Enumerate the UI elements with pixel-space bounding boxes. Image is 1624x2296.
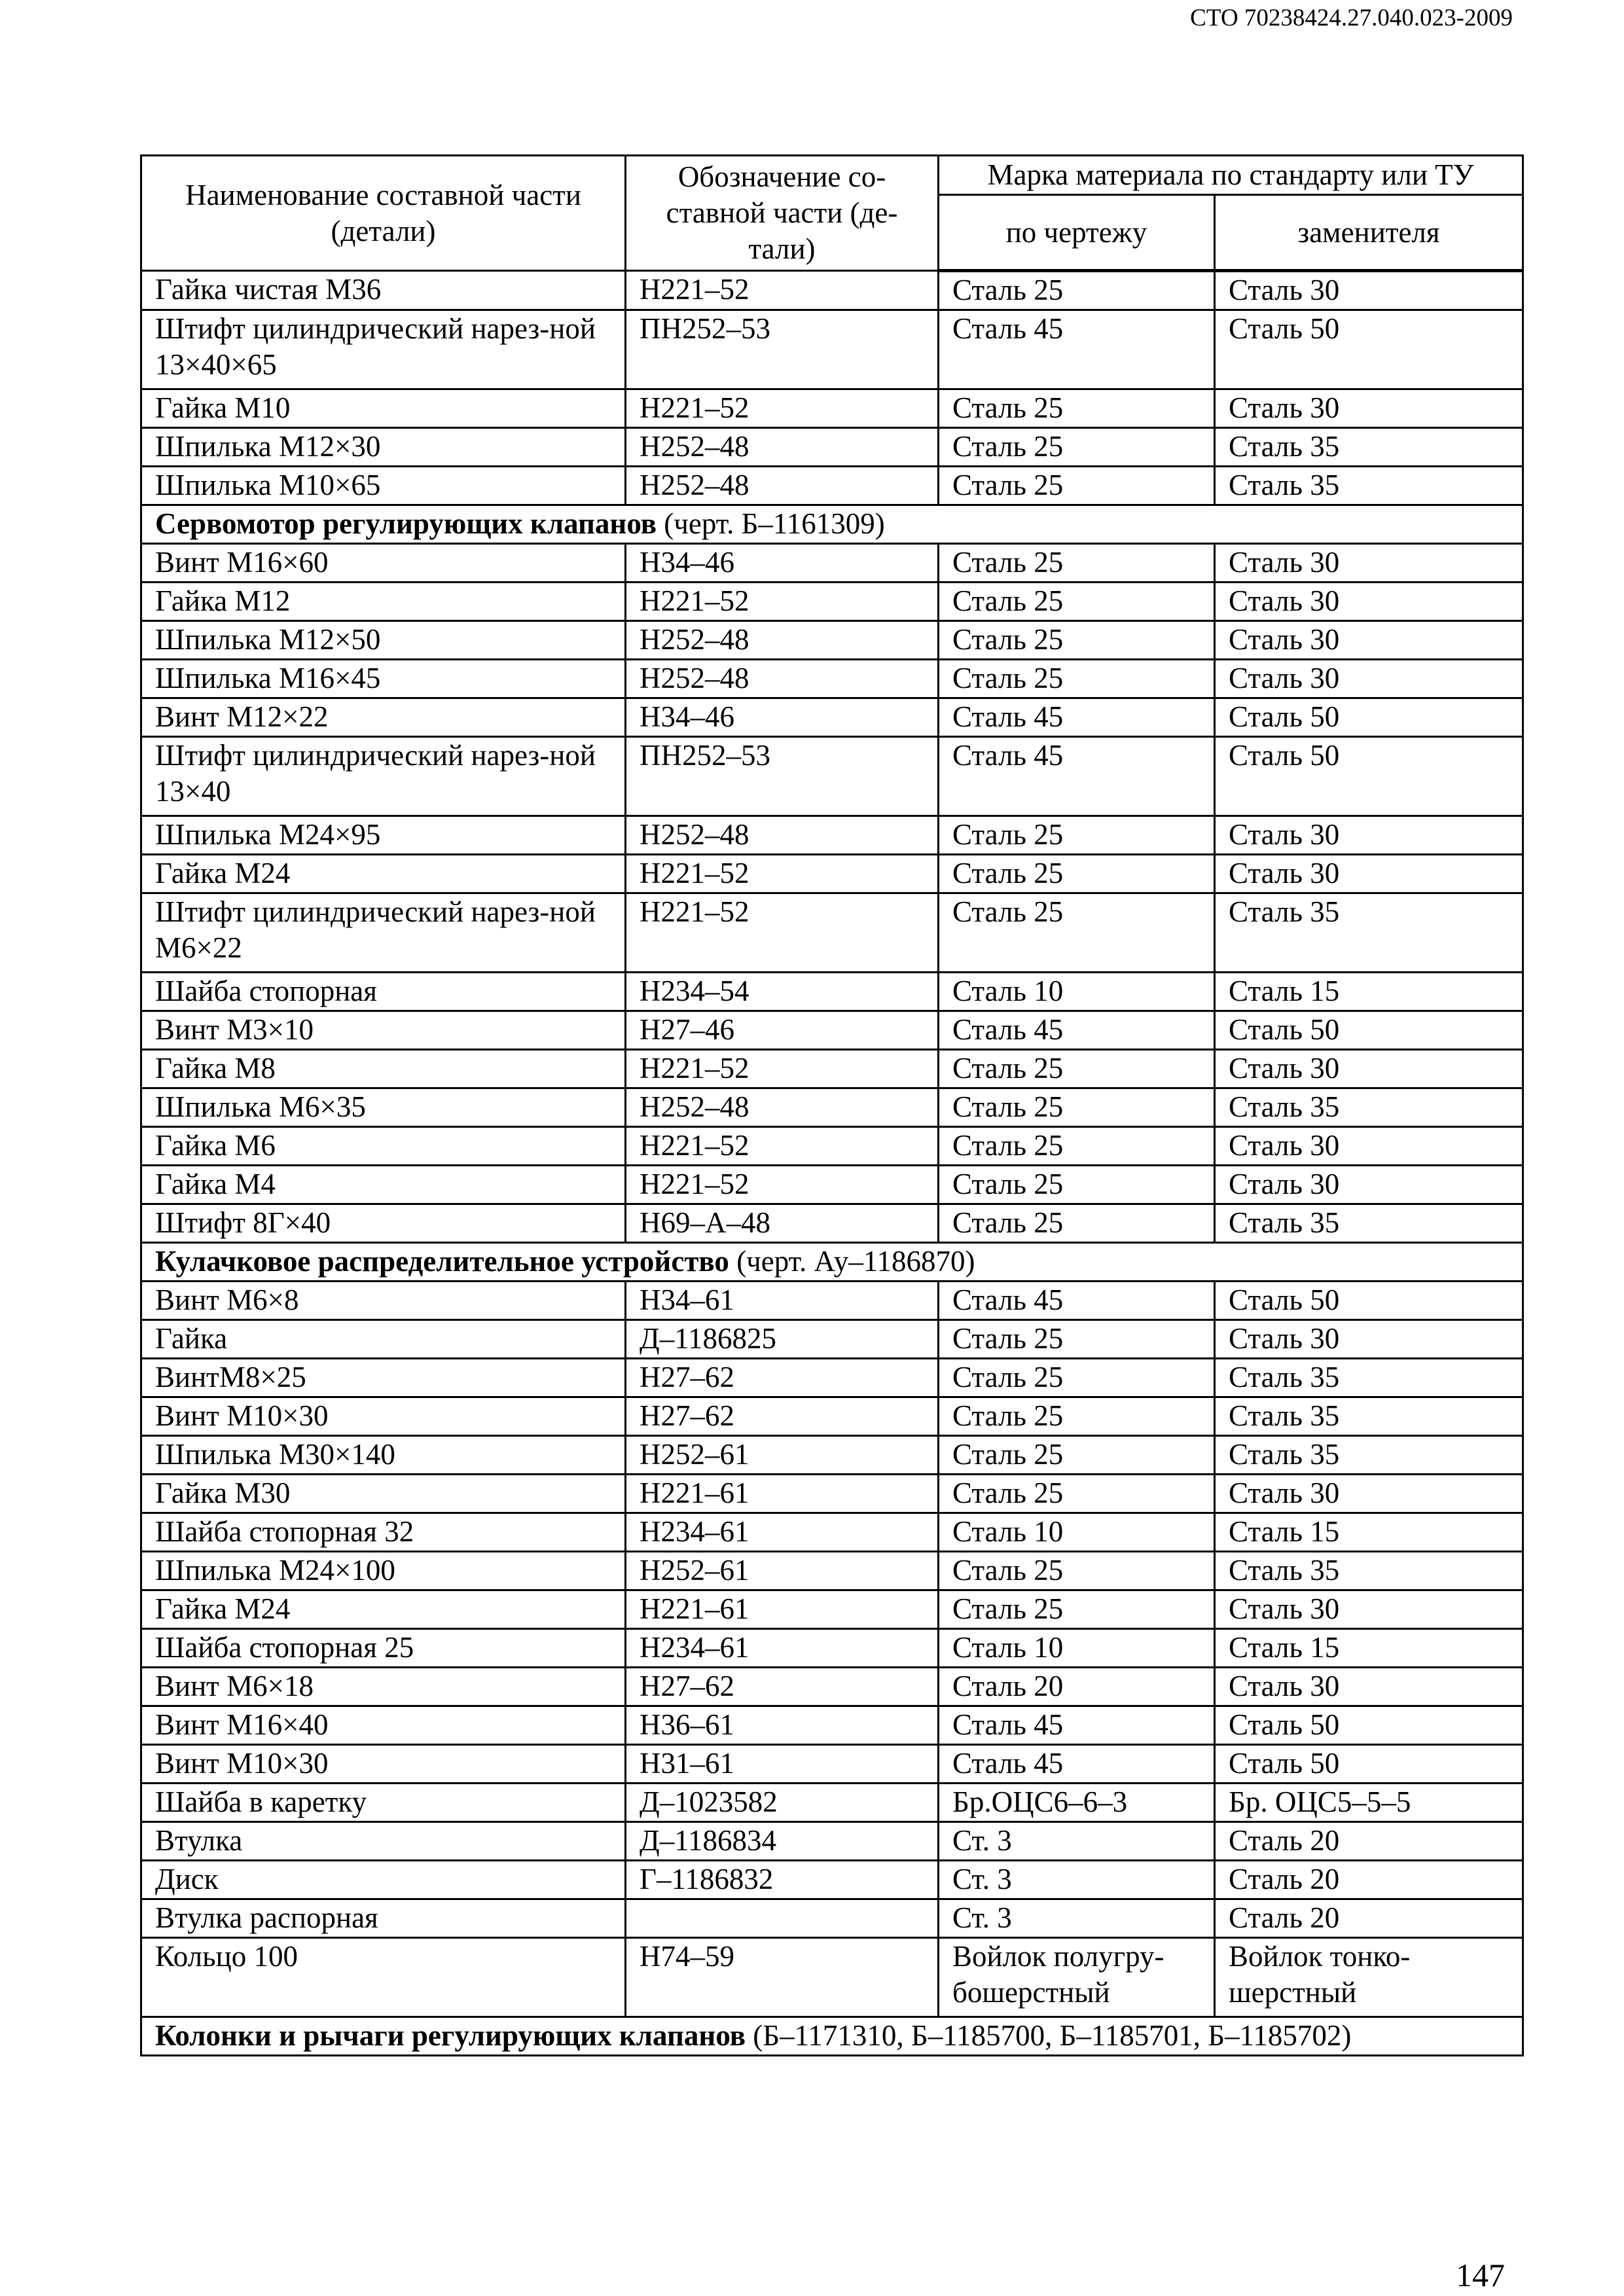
table-header [141,156,1523,271]
section-title-bold: Сервомотор регулирующих клапанов [155,507,657,540]
table-row [141,973,1523,1011]
header-material-grade: Марка материала по стандарту или ТУ [939,156,1523,195]
cell-material-drawing: Сталь 10 [939,1629,1215,1668]
cell-material-substitute: Сталь 30 [1215,1668,1523,1706]
cell-designation: Н34–61 [626,1282,939,1320]
section-row [141,505,1523,544]
table-row [141,1436,1523,1475]
table-row [141,1166,1523,1204]
document-code: СТО 70238424.27.040.023-2009 [1190,5,1513,31]
table-row [141,737,1523,816]
cell-designation: Н27–62 [626,1397,939,1436]
table-row [141,1050,1523,1088]
cell-material-drawing: Сталь 25 [939,428,1215,467]
cell-designation: Н221–61 [626,1475,939,1513]
cell-designation: Н221–52 [626,1050,939,1088]
table-row [141,1745,1523,1784]
cell-material-drawing: Сталь 45 [939,1282,1215,1320]
cell-material-drawing: Сталь 25 [939,1050,1215,1088]
cell-material-drawing: Сталь 25 [939,816,1215,855]
table-row [141,1706,1523,1745]
cell-designation: ПН252–53 [626,737,939,816]
table-row [141,310,1523,389]
cell-material-drawing: Сталь 20 [939,1668,1215,1706]
cell-part-name: Гайка М8 [141,1050,626,1088]
table-row [141,893,1523,973]
cell-material-substitute: Сталь 50 [1215,737,1523,816]
cell-material-drawing: Сталь 45 [939,698,1215,737]
cell-designation: Н221–52 [626,1166,939,1204]
cell-material-substitute: Сталь 35 [1215,428,1523,467]
cell-material-drawing: Сталь 10 [939,973,1215,1011]
cell-material-substitute: Сталь 30 [1215,544,1523,583]
cell-material-substitute: Сталь 30 [1215,389,1523,428]
cell-material-drawing: Сталь 25 [939,1320,1215,1359]
cell-part-name: Гайка М30 [141,1475,626,1513]
cell-material-drawing: Сталь 25 [939,1552,1215,1590]
cell-material-drawing: Сталь 25 [939,467,1215,505]
cell-material-substitute: Сталь 50 [1215,1011,1523,1050]
table-row [141,1397,1523,1436]
cell-material-substitute: Сталь 30 [1215,660,1523,698]
table-row [141,544,1523,583]
cell-part-name: Шпилька М12×50 [141,621,626,660]
cell-material-substitute: Сталь 35 [1215,1552,1523,1590]
table-row [141,1127,1523,1166]
cell-designation: Н221–52 [626,893,939,973]
cell-part-name: Гайка М4 [141,1166,626,1204]
cell-part-name: Штифт 8Г×40 [141,1204,626,1243]
section-row [141,1243,1523,1282]
cell-part-name: Шпилька М10×65 [141,467,626,505]
cell-material-drawing: Сталь 25 [939,660,1215,698]
table-row [141,855,1523,893]
cell-material-drawing: Сталь 45 [939,310,1215,389]
cell-part-name: Втулка [141,1822,626,1861]
table-row [141,1552,1523,1590]
cell-material-drawing: Сталь 25 [939,855,1215,893]
cell-part-name: Винт М10×30 [141,1745,626,1784]
cell-designation: Г–1186832 [626,1861,939,1899]
cell-part-name: Шпилька М24×95 [141,816,626,855]
cell-material-substitute: Сталь 20 [1215,1861,1523,1899]
cell-part-name: Штифт цилиндрический нарез-ной 13×40 [141,737,626,816]
table-row [141,1629,1523,1668]
table-row [141,1861,1523,1899]
cell-designation: Н34–46 [626,544,939,583]
table-row [141,1590,1523,1629]
table-row [141,583,1523,621]
cell-designation: Д–1186834 [626,1822,939,1861]
table-row [141,271,1523,310]
cell-material-substitute: Сталь 35 [1215,1204,1523,1243]
cell-designation: Н252–48 [626,621,939,660]
cell-designation: Н74–59 [626,1938,939,2017]
cell-material-drawing: Сталь 45 [939,1745,1215,1784]
cell-part-name: Шпилька М24×100 [141,1552,626,1590]
cell-material-substitute: Сталь 30 [1215,816,1523,855]
cell-designation: Д–1023582 [626,1784,939,1822]
cell-material-substitute: Сталь 30 [1215,1590,1523,1629]
cell-material-drawing: Сталь 25 [939,1204,1215,1243]
cell-material-drawing: Войлок полугру-бошерстный [939,1938,1215,2017]
cell-part-name: Гайка М24 [141,1590,626,1629]
cell-material-drawing: Сталь 25 [939,1590,1215,1629]
section-row [141,2017,1523,2056]
cell-material-drawing: Сталь 25 [939,583,1215,621]
cell-part-name: Винт М3×10 [141,1011,626,1050]
section-title-ref: (Б–1171310, Б–1185700, Б–1185701, Б–1185702) [746,2019,1352,2052]
cell-material-drawing: Сталь 25 [939,1359,1215,1397]
cell-material-substitute: Сталь 30 [1215,1320,1523,1359]
cell-material-drawing: Сталь 45 [939,1011,1215,1050]
cell-material-substitute: Сталь 50 [1215,1745,1523,1784]
cell-part-name: Винт М10×30 [141,1397,626,1436]
cell-part-name: Штифт цилиндрический нарез-ной 13×40×65 [141,310,626,389]
table-row [141,428,1523,467]
section-title-bold: Колонки и рычаги регулирующих клапанов [155,2019,746,2052]
cell-part-name: Шпилька М16×45 [141,660,626,698]
cell-part-name: Гайка [141,1320,626,1359]
cell-material-drawing: Сталь 25 [939,1436,1215,1475]
cell-material-substitute: Сталь 15 [1215,1513,1523,1552]
section-title [141,2017,1523,2056]
cell-material-drawing: Ст. 3 [939,1899,1215,1938]
table-body [141,271,1523,2056]
cell-part-name: Винт М12×22 [141,698,626,737]
cell-material-drawing: Сталь 25 [939,1475,1215,1513]
cell-designation: Н221–52 [626,271,939,310]
cell-designation: Н27–62 [626,1359,939,1397]
cell-part-name: Гайка чистая М36 [141,271,626,310]
cell-material-substitute: Сталь 30 [1215,1166,1523,1204]
table-row [141,621,1523,660]
table-row [141,1899,1523,1938]
table-row [141,1513,1523,1552]
section-title-bold: Кулачковое распределительное устройство [155,1245,729,1278]
cell-designation: Н234–61 [626,1513,939,1552]
section-title-ref: (черт. Б–1161309) [657,507,885,540]
cell-material-substitute: Бр. ОЦС5–5–5 [1215,1784,1523,1822]
cell-material-drawing: Сталь 25 [939,1127,1215,1166]
cell-part-name: Шпилька М12×30 [141,428,626,467]
cell-part-name: Гайка М24 [141,855,626,893]
cell-part-name: Шпилька М6×35 [141,1088,626,1127]
cell-material-substitute: Сталь 30 [1215,621,1523,660]
cell-designation: Д–1186825 [626,1320,939,1359]
table-row [141,1282,1523,1320]
header-by-drawing: по чертежу [939,195,1215,271]
cell-material-substitute: Сталь 30 [1215,583,1523,621]
cell-material-drawing: Сталь 25 [939,1166,1215,1204]
table-row [141,1359,1523,1397]
cell-part-name: Штифт цилиндрический нарез-ной М6×22 [141,893,626,973]
cell-material-substitute: Сталь 30 [1215,1127,1523,1166]
cell-designation: Н221–61 [626,1590,939,1629]
cell-material-substitute: Сталь 35 [1215,1088,1523,1127]
table-row [141,1784,1523,1822]
header-part-name: Наименование составной части (детали) [141,156,626,271]
table-row [141,660,1523,698]
cell-material-drawing: Сталь 25 [939,893,1215,973]
cell-part-name: Гайка М12 [141,583,626,621]
cell-material-substitute: Сталь 30 [1215,855,1523,893]
parts-material-table [140,154,1524,2056]
table-row [141,816,1523,855]
table-row [141,1204,1523,1243]
cell-material-drawing: Ст. 3 [939,1861,1215,1899]
section-title [141,505,1523,544]
cell-material-substitute: Сталь 35 [1215,893,1523,973]
cell-designation: Н252–61 [626,1552,939,1590]
cell-part-name: Гайка М10 [141,389,626,428]
cell-material-drawing: Сталь 25 [939,389,1215,428]
cell-material-substitute: Войлок тонко-шерстный [1215,1938,1523,2017]
cell-designation: Н36–61 [626,1706,939,1745]
table-row [141,467,1523,505]
cell-part-name: Шпилька М30×140 [141,1436,626,1475]
cell-designation: Н252–48 [626,660,939,698]
table-row [141,698,1523,737]
cell-part-name: Винт М16×40 [141,1706,626,1745]
cell-part-name: Винт М16×60 [141,544,626,583]
cell-designation: Н252–48 [626,816,939,855]
cell-material-substitute: Сталь 20 [1215,1899,1523,1938]
cell-part-name: Гайка М6 [141,1127,626,1166]
cell-material-drawing: Сталь 25 [939,1088,1215,1127]
table-row [141,1320,1523,1359]
cell-part-name: Шайба в каретку [141,1784,626,1822]
cell-material-substitute: Сталь 30 [1215,1475,1523,1513]
cell-material-drawing: Сталь 25 [939,544,1215,583]
cell-material-substitute: Сталь 50 [1215,1706,1523,1745]
cell-designation: Н234–54 [626,973,939,1011]
header-part-designation: Обозначение со-ставной части (де-тали) [626,156,939,271]
cell-designation: Н252–48 [626,467,939,505]
cell-material-substitute: Сталь 50 [1215,698,1523,737]
cell-material-substitute: Сталь 50 [1215,1282,1523,1320]
cell-material-substitute: Сталь 15 [1215,973,1523,1011]
cell-material-substitute: Сталь 35 [1215,467,1523,505]
cell-designation: Н34–46 [626,698,939,737]
section-title-ref: (черт. Ау–1186870) [729,1245,975,1278]
cell-material-drawing: Сталь 45 [939,1706,1215,1745]
cell-material-drawing: Сталь 45 [939,737,1215,816]
cell-part-name: ВинтМ8×25 [141,1359,626,1397]
cell-material-substitute: Сталь 20 [1215,1822,1523,1861]
cell-material-substitute: Сталь 30 [1215,271,1523,310]
cell-designation: Н252–61 [626,1436,939,1475]
cell-part-name: Шайба стопорная 32 [141,1513,626,1552]
cell-material-substitute: Сталь 35 [1215,1436,1523,1475]
cell-designation: Н221–52 [626,389,939,428]
cell-part-name: Диск [141,1861,626,1899]
cell-part-name: Винт М6×18 [141,1668,626,1706]
cell-designation: Н221–52 [626,855,939,893]
section-title [141,1243,1523,1282]
cell-designation: Н69–А–48 [626,1204,939,1243]
table-row [141,1088,1523,1127]
cell-designation: Н252–48 [626,428,939,467]
cell-material-drawing: Сталь 10 [939,1513,1215,1552]
cell-material-substitute: Сталь 50 [1215,310,1523,389]
cell-designation [626,1899,939,1938]
cell-material-substitute: Сталь 35 [1215,1359,1523,1397]
table-row [141,1475,1523,1513]
cell-material-drawing: Сталь 25 [939,271,1215,310]
cell-part-name: Винт М6×8 [141,1282,626,1320]
cell-part-name: Кольцо 100 [141,1938,626,2017]
cell-designation: Н31–61 [626,1745,939,1784]
header-substitute: заменителя [1215,195,1523,271]
page-number: 147 [1456,2257,1505,2293]
table-row [141,1011,1523,1050]
cell-part-name: Втулка распорная [141,1899,626,1938]
table-row [141,1938,1523,2017]
cell-part-name: Шайба стопорная 25 [141,1629,626,1668]
cell-material-drawing: Сталь 25 [939,621,1215,660]
cell-designation: Н27–62 [626,1668,939,1706]
cell-designation: Н27–46 [626,1011,939,1050]
cell-material-drawing: Ст. 3 [939,1822,1215,1861]
table-row [141,1822,1523,1861]
cell-material-substitute: Сталь 35 [1215,1397,1523,1436]
cell-designation: Н221–52 [626,583,939,621]
cell-material-drawing: Сталь 25 [939,1397,1215,1436]
cell-material-drawing: Бр.ОЦС6–6–3 [939,1784,1215,1822]
cell-designation: Н221–52 [626,1127,939,1166]
table-row [141,389,1523,428]
cell-material-substitute: Сталь 30 [1215,1050,1523,1088]
cell-designation: Н234–61 [626,1629,939,1668]
cell-designation: ПН252–53 [626,310,939,389]
cell-designation: Н252–48 [626,1088,939,1127]
cell-part-name: Шайба стопорная [141,973,626,1011]
cell-material-substitute: Сталь 15 [1215,1629,1523,1668]
table-row [141,1668,1523,1706]
